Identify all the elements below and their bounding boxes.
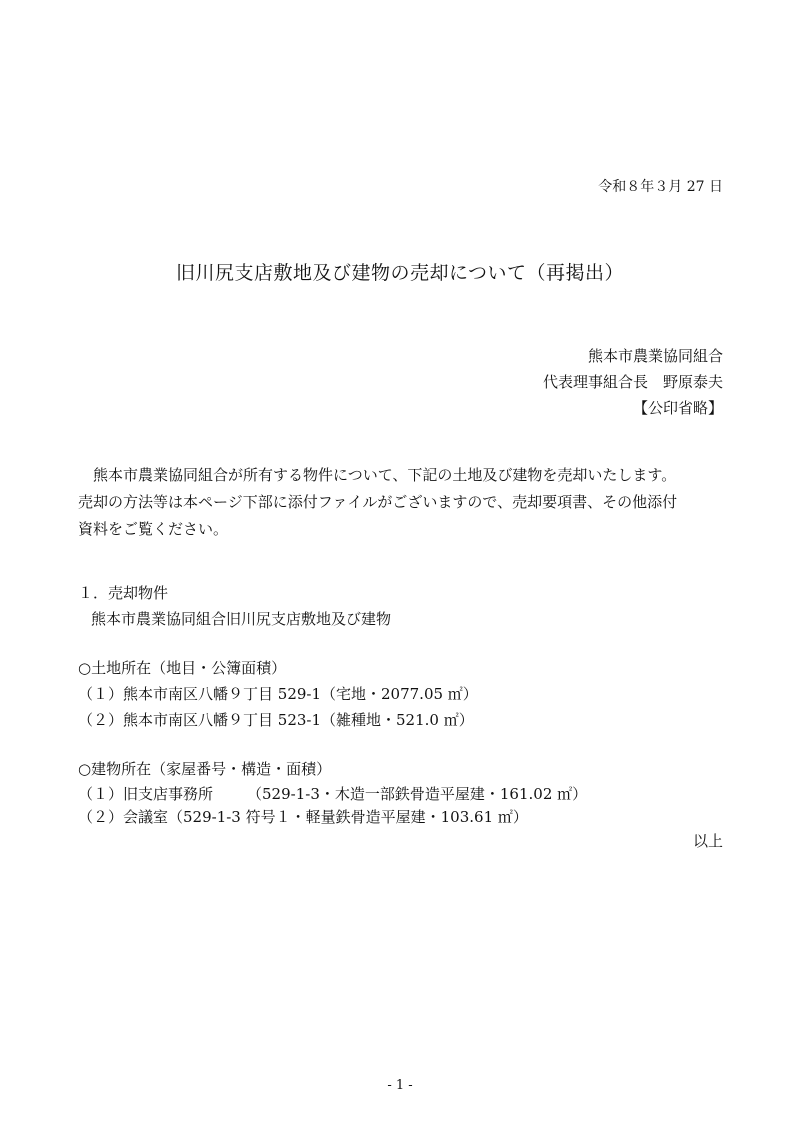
closing-ijo: 以上 <box>692 832 723 850</box>
document-title: 旧川尻支店敷地及び建物の売却について（再掲出） <box>175 262 625 284</box>
section-1-heading: １．売却物件 <box>78 584 169 602</box>
building-item-1 <box>78 783 587 804</box>
building-item-1-name: （１）旧支店事務所 <box>78 785 214 803</box>
intro-line-1: 熊本市農業協同組合が所有する物件について、下記の土地及び建物を売却いたします。 <box>93 466 677 484</box>
property-name: 熊本市農業協同組合旧川尻支店敷地及び建物 <box>91 610 392 628</box>
seal-omitted-note: 【公印省略】 <box>632 399 723 417</box>
intro-line-3: 資料をご覧ください。 <box>78 520 229 538</box>
land-item-2: （２）熊本市南区八幡９丁目 523-1（雑種地・521.0 ㎡） <box>78 711 474 729</box>
issuer-representative: 代表理事組合長 野原泰夫 <box>542 373 723 391</box>
issuer-organization: 熊本市農業協同組合 <box>587 347 723 365</box>
intro-line-2: 売却の方法等は本ページ下部に添付ファイルがございますので、売却要項書、その他添付 <box>78 493 678 511</box>
land-item-1: （１）熊本市南区八幡９丁目 529-1（宅地・2077.05 ㎡） <box>78 685 478 703</box>
building-item-1-detail: （529-1-3・木造一部鉄骨造平屋建・161.02 ㎡） <box>247 785 588 803</box>
page-number: - 1 - <box>387 1078 413 1093</box>
intro-paragraph <box>78 462 728 543</box>
building-heading: ○建物所在（家屋番号・構造・面積） <box>78 760 332 778</box>
building-item-2: （２）会議室（529-1-3 符号１・軽量鉄骨造平屋建・103.61 ㎡） <box>78 808 528 826</box>
land-heading: ○土地所在（地目・公簿面積） <box>78 659 287 677</box>
document-date: 令和８年３月 27 日 <box>598 179 723 195</box>
